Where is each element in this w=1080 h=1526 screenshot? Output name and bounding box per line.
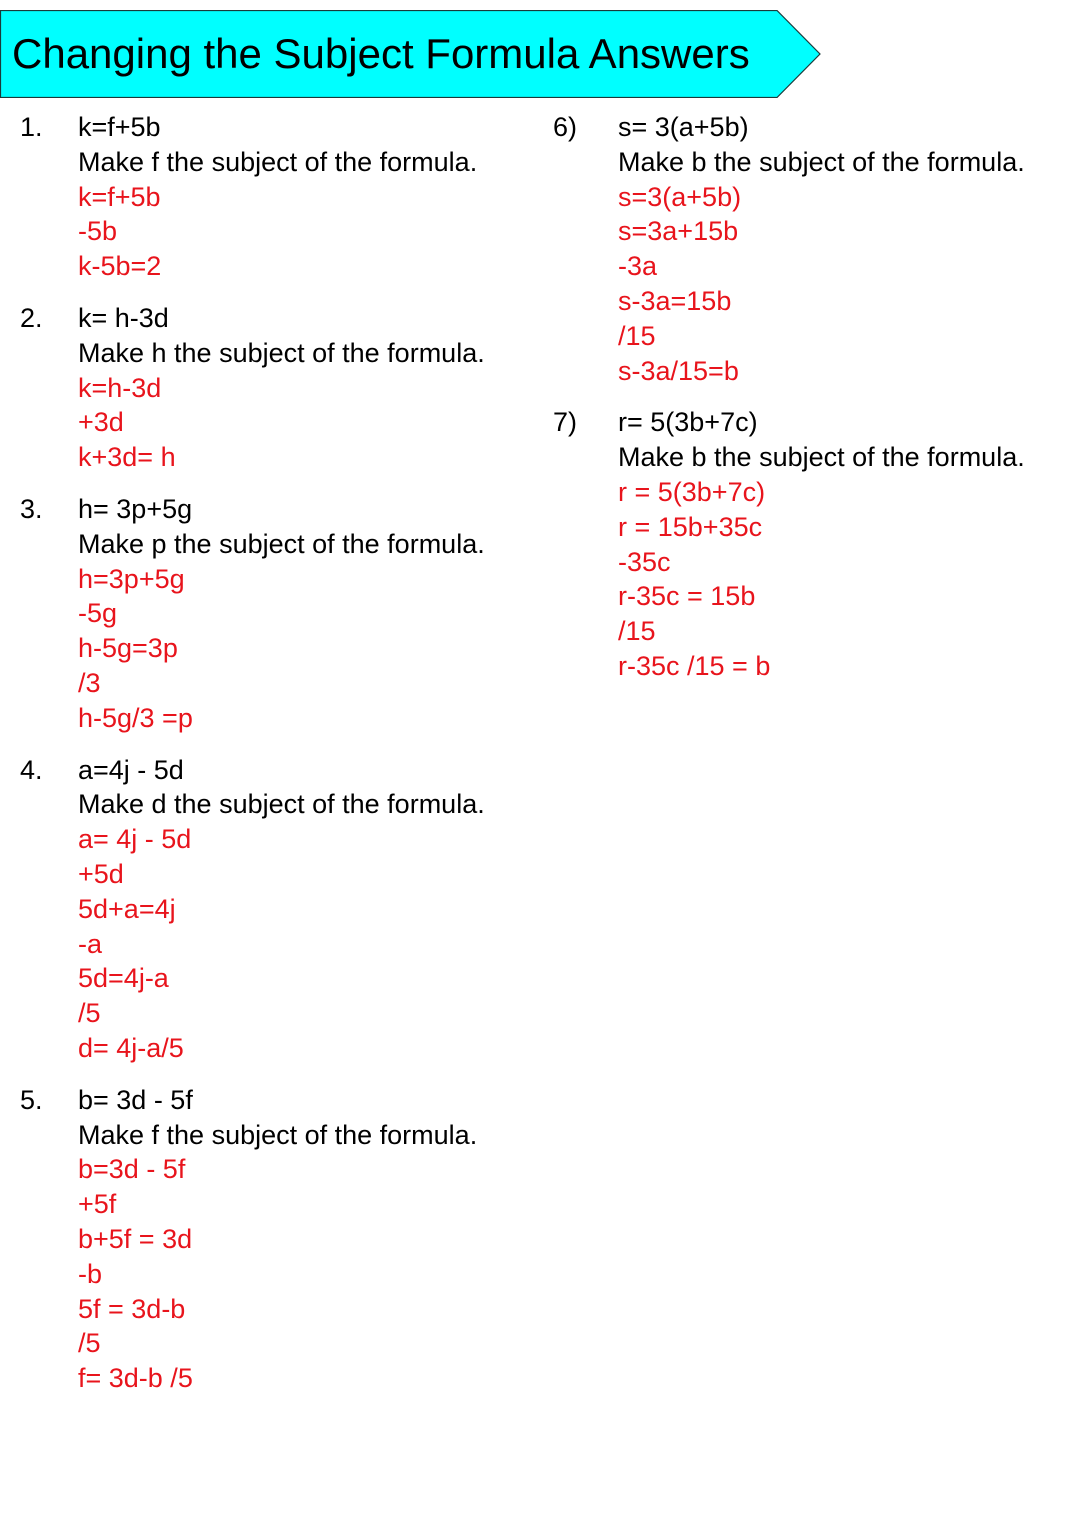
answer-step: b=3d - 5f <box>78 1154 186 1185</box>
answer-step: /15 <box>618 616 656 647</box>
question-formula: s= 3(a+5b) <box>618 112 749 142</box>
answer-step: -3a <box>618 251 658 282</box>
answer-step: r = 15b+35c <box>618 511 763 542</box>
answer-step: -a <box>78 928 103 959</box>
question-5 <box>20 1083 540 1396</box>
answer-step: h=3p+5g <box>78 563 185 594</box>
answer-step: -5b <box>78 216 118 247</box>
answer-step: h-5g/3 =p <box>78 702 193 733</box>
answer-step: r-35c /15 = b <box>618 650 771 681</box>
question-formula: b= 3d - 5f <box>78 1084 193 1115</box>
left-column <box>20 110 540 1396</box>
question-instruction: Make d the subject of the formula. <box>78 789 485 820</box>
question-number: 7) <box>553 407 578 438</box>
question-instruction: Make f the subject of the formula. <box>78 146 478 177</box>
answer-step: r-35c = 15b <box>618 581 756 612</box>
question-instruction: Make b the subject of the formula. <box>618 442 1025 473</box>
answer-step: r = 5(3b+7c) <box>618 476 766 507</box>
answer-step: 5d+a=4j <box>78 893 176 924</box>
question-4 <box>20 753 540 1066</box>
question-7 <box>553 405 1073 683</box>
answer-step: /15 <box>618 320 656 351</box>
title-banner <box>0 10 822 98</box>
answer-step: /5 <box>78 1328 101 1359</box>
answer-step: k=h-3d <box>78 372 162 403</box>
answer-step: a= 4j - 5d <box>78 824 192 855</box>
question-formula: a=4j - 5d <box>78 754 184 785</box>
question-number: 3. <box>20 493 43 524</box>
question-3 <box>20 492 540 736</box>
question-formula: r= 5(3b+7c) <box>618 407 758 438</box>
answer-step: s-3a/15=b <box>618 355 739 386</box>
answer-step: f= 3d-b /5 <box>78 1363 193 1394</box>
answer-step: -b <box>78 1258 103 1289</box>
question-formula: h= 3p+5g <box>78 493 193 524</box>
question-6 <box>553 110 1073 388</box>
question-2 <box>20 301 540 475</box>
question-number: 6) <box>553 112 578 142</box>
answer-step: d= 4j-a/5 <box>78 1032 184 1063</box>
question-number: 2. <box>20 302 43 333</box>
question-number: 4. <box>20 754 43 785</box>
question-instruction: Make p the subject of the formula. <box>78 528 485 559</box>
right-column <box>553 110 1073 684</box>
answer-step: +5d <box>78 858 124 889</box>
question-number: 5. <box>20 1084 43 1115</box>
answer-step: +5f <box>78 1189 117 1220</box>
question-instruction: Make f the subject of the formula. <box>78 1119 478 1150</box>
answer-step: +3d <box>78 407 124 438</box>
answer-step: 5d=4j-a <box>78 963 169 994</box>
answer-step: b+5f = 3d <box>78 1223 193 1254</box>
question-formula: k= h-3d <box>78 302 169 333</box>
answer-step: s=3(a+5b) <box>618 181 742 212</box>
answer-step: 5f = 3d-b <box>78 1293 186 1324</box>
answer-step: s-3a=15b <box>618 285 732 316</box>
answer-step: /3 <box>78 667 101 698</box>
answer-step: k-5b=2 <box>78 251 162 282</box>
answer-step: k+3d= h <box>78 442 176 473</box>
question-instruction: Make b the subject of the formula. <box>618 146 1025 177</box>
question-formula: k=f+5b <box>78 112 161 142</box>
question-instruction: Make h the subject of the formula. <box>78 337 485 368</box>
answer-step: s=3a+15b <box>618 216 739 247</box>
answer-step: /5 <box>78 998 101 1029</box>
page-title: Changing the Subject Formula Answers <box>12 30 750 77</box>
answer-step: k=f+5b <box>78 181 161 212</box>
question-number: 1. <box>20 112 43 142</box>
question-1 <box>20 110 540 284</box>
answer-step: -35c <box>618 546 671 577</box>
answer-step: -5g <box>78 598 118 629</box>
answer-step: h-5g=3p <box>78 633 178 664</box>
